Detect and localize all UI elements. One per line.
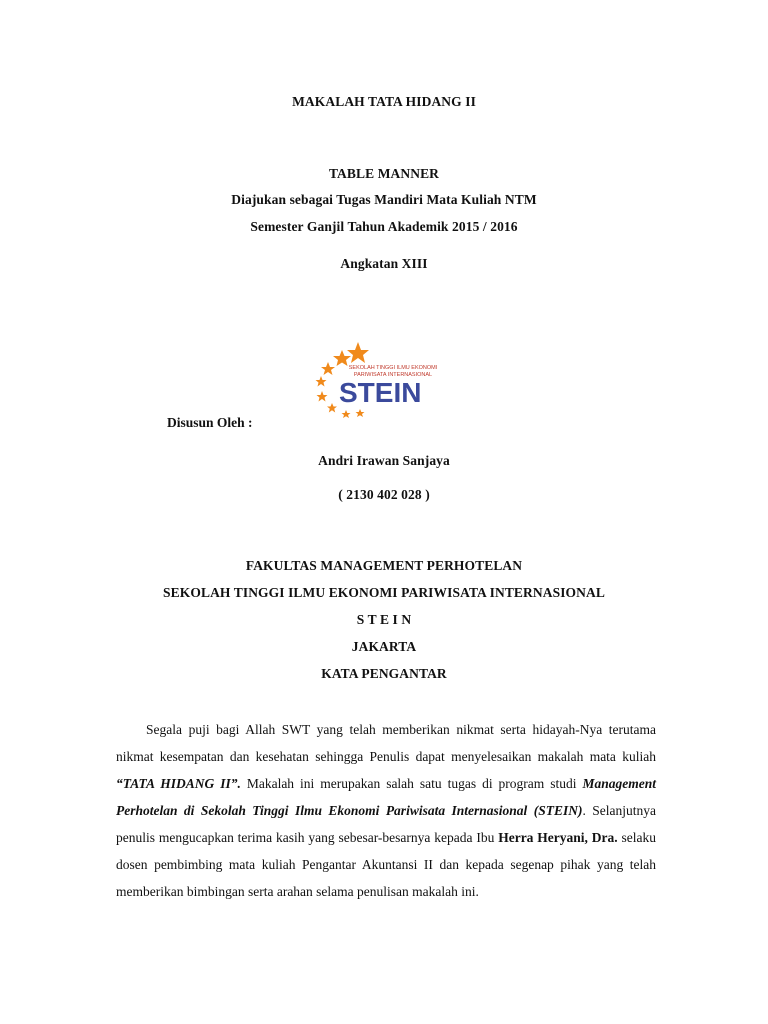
logo-tagline-2: PARIWISATA INTERNASIONAL [353, 372, 433, 378]
author-id: ( 2130 402 028 ) [338, 487, 430, 502]
school-short: S T E I N [356, 612, 412, 627]
stein-logo [310, 338, 458, 422]
course-name: “TATA HIDANG II”. [116, 776, 241, 791]
school-name: SEKOLAH TINGGI ILMU EKONOMI PARIWISATA INTERNASIONAL [163, 585, 605, 600]
semester-line: Semester Ganjil Tahun Akademik 2015 / 2016 [250, 219, 518, 234]
stein-logo-graphic [310, 338, 458, 422]
foreword-text-2: Makalah ini merupakan salah satu tugas di program studi [240, 776, 583, 791]
foreword-text [116, 716, 656, 905]
logo-tagline-1: SEKOLAH TINGGI ILMU EKONOMI [348, 365, 438, 371]
author-name: Andri Irawan Sanjaya [318, 453, 450, 468]
foreword-text-1: Segala puji bagi Allah SWT yang telah memberikan nikmat serta hidayah-Nya terutama nikmat kesempatan dan kesehatan sehingga Penulis dapat menyelesaikan makalah mata kuliah [116, 722, 656, 764]
city: JAKARTA [351, 639, 417, 654]
batch-line: Angkatan XIII [340, 256, 428, 271]
faculty-name: FAKULTAS MANAGEMENT PERHOTELAN [245, 558, 523, 573]
lecturer-name: Herra Heryani, Dra. [498, 830, 618, 845]
author-label: Disusun Oleh : [167, 415, 253, 430]
submission-line: Diajukan sebagai Tugas Mandiri Mata Kuliah NTM [231, 192, 537, 207]
foreword-text-3: . Selanjutnya penulis mengucapkan terima kasih yang sebesar-besarnya kepada Ibu [116, 803, 656, 845]
foreword-text-4: selaku dosen pembimbing mata kuliah Pengantar Akuntansi II dan kepada segenap pihak yang telah memberikan bimbingan serta arahan selama penulisan makalah ini. [116, 830, 656, 899]
section-heading: KATA PENGANTAR [321, 666, 447, 681]
foreword-paragraph [116, 716, 656, 905]
document-title: MAKALAH TATA HIDANG II [292, 94, 476, 109]
document-subtitle: TABLE MANNER [328, 166, 440, 181]
program-name: Management Perhotelan di Sekolah Tinggi Ilmu Ekonomi Pariwisata Internasional (STEIN) [116, 776, 656, 818]
logo-brand-text: STEIN [339, 377, 422, 408]
